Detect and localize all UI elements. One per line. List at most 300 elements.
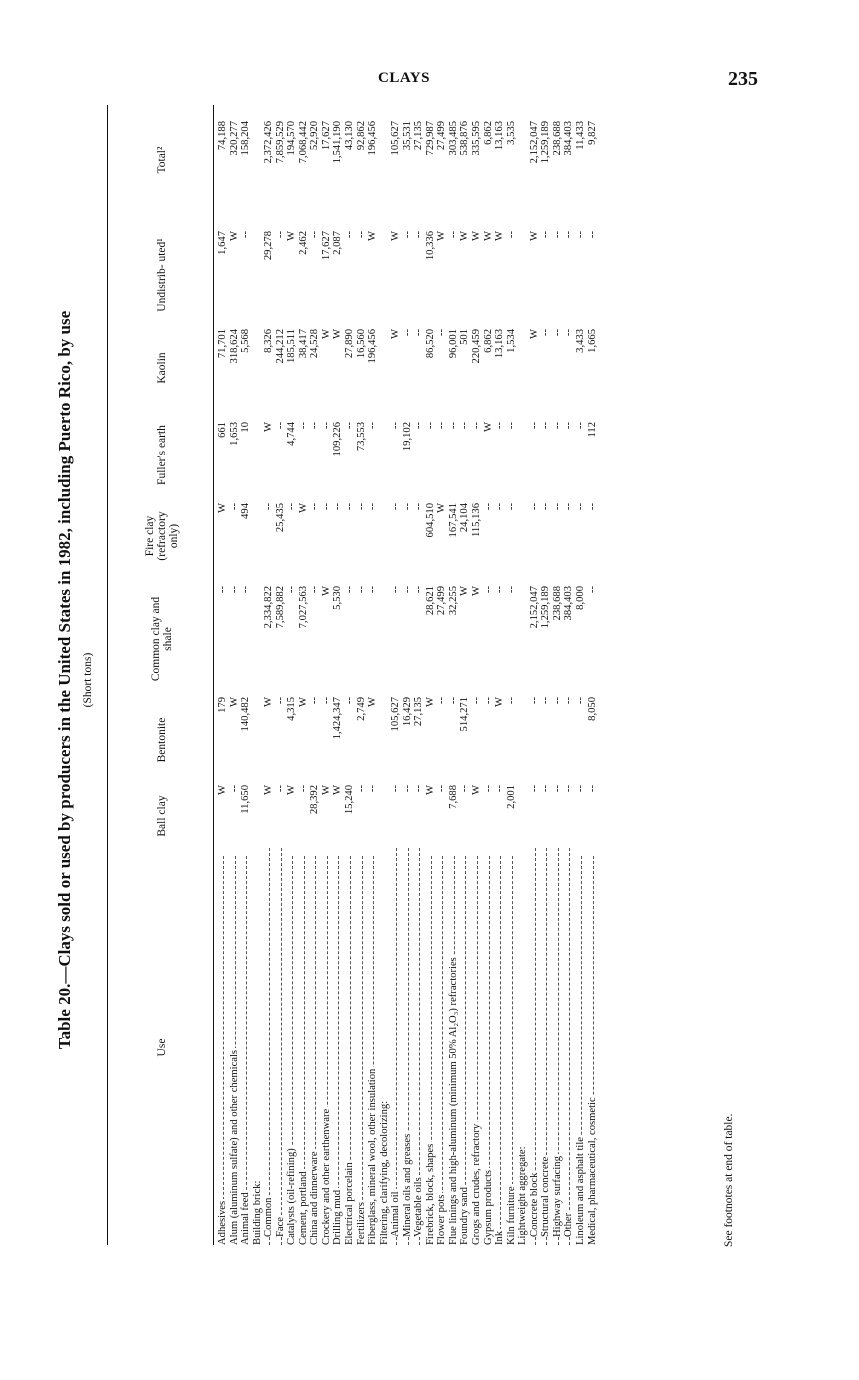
value-cell: --: [286, 503, 298, 511]
value-cell: 27,890: [344, 329, 356, 359]
value-cell: 167,541: [447, 503, 459, 538]
value-cell: 13,163: [494, 121, 506, 151]
value-cell: --: [332, 503, 344, 511]
value-cell: --: [586, 586, 598, 594]
use-cell: [517, 850, 529, 1245]
value-cell: --: [355, 231, 367, 239]
table-row: [356, 105, 368, 1245]
value-cell: 24,104: [459, 503, 471, 533]
value-cell: --: [401, 231, 413, 239]
leader-dots: [338, 856, 339, 1245]
value-cell: --: [274, 785, 286, 793]
use-label: Face: [274, 1217, 286, 1237]
table-row: [275, 105, 287, 1245]
value-cell: 52,920: [309, 121, 321, 151]
value-cell: --: [401, 329, 413, 337]
value-cell: --: [563, 422, 575, 430]
header-fullers-earth: Fuller's earth: [156, 425, 168, 485]
use-cell: [356, 850, 368, 1245]
value-cell: 24,528: [309, 329, 321, 359]
header-total: Total²: [156, 146, 168, 174]
value-cell: W: [424, 697, 436, 707]
value-cell: --: [563, 503, 575, 511]
value-cell: 19,102: [401, 422, 413, 452]
value-cell: W: [228, 231, 240, 241]
value-cell: 6,862: [482, 121, 494, 145]
use-label: Linoleum and asphalt tile: [574, 1137, 586, 1245]
value-cell: --: [528, 697, 540, 705]
use-label: Firebrick, block, shapes: [424, 1143, 436, 1245]
value-cell: 5,568: [240, 329, 252, 353]
value-cell: 514,271: [459, 697, 471, 732]
value-cell: 2,087: [332, 231, 344, 255]
value-cell: --: [355, 586, 367, 594]
value-cell: --: [459, 422, 471, 430]
value-cell: --: [309, 422, 321, 430]
table-row: [563, 105, 575, 1245]
table-row: [379, 105, 391, 1245]
table-row: [217, 105, 229, 1245]
use-cell: [413, 842, 425, 1245]
header-kaolin: Kaolin: [156, 352, 168, 384]
value-cell: --: [309, 503, 321, 511]
table-title: Table 20.—Clays sold or used by producers in the United States in 1982, including Puerto Rico, by use: [55, 310, 74, 1050]
value-cell: --: [436, 785, 448, 793]
table-row: [517, 105, 529, 1245]
table-row: [298, 105, 310, 1245]
value-cell: 729,987: [424, 121, 436, 156]
value-cell: 105,627: [390, 697, 402, 732]
table-row: [390, 105, 402, 1245]
value-cell: 16,560: [355, 329, 367, 359]
value-cell: 3,535: [505, 121, 517, 145]
value-cell: 320,277: [228, 121, 240, 156]
value-cell: 2,462: [297, 231, 309, 255]
value-cell: 4,744: [286, 422, 298, 446]
value-cell: --: [586, 785, 598, 793]
value-cell: 17,627: [320, 121, 332, 151]
use-cell: [425, 850, 437, 1245]
value-cell: 194,570: [286, 121, 298, 156]
value-cell: W: [494, 697, 506, 707]
value-cell: 27,135: [413, 697, 425, 727]
value-cell: 32,255: [447, 586, 459, 616]
table-row: [448, 105, 460, 1245]
value-cell: 11,650: [240, 785, 252, 814]
use-label: Common: [263, 1197, 275, 1237]
value-cell: 196,456: [367, 121, 379, 156]
value-cell: 238,688: [551, 121, 563, 156]
value-cell: W: [390, 329, 402, 339]
value-cell: W: [436, 503, 448, 513]
table-row: [436, 105, 448, 1245]
use-label: Lightweight aggregate:: [517, 1146, 529, 1245]
use-label: Highway surfacing: [551, 1156, 563, 1237]
leader-dots: [246, 856, 247, 1245]
value-cell: --: [401, 586, 413, 594]
value-cell: 73,553: [355, 422, 367, 452]
value-cell: 1,259,189: [540, 586, 552, 629]
use-cell: [575, 850, 587, 1245]
value-cell: 27,499: [436, 121, 448, 151]
use-cell: [540, 842, 552, 1245]
value-cell: 1,541,190: [332, 121, 344, 164]
use-label: Flower pots: [436, 1194, 448, 1245]
use-cell: [344, 850, 356, 1245]
use-label: China and dinnerware: [309, 1151, 321, 1245]
value-cell: --: [505, 586, 517, 594]
value-cell: --: [274, 697, 286, 705]
value-cell: 112: [586, 422, 598, 438]
value-cell: --: [344, 697, 356, 705]
footnote: See footnotes at end of table.: [723, 1113, 735, 1247]
value-cell: --: [344, 231, 356, 239]
value-cell: --: [528, 503, 540, 511]
value-cell: W: [390, 231, 402, 241]
value-cell: 29,278: [263, 231, 275, 261]
use-cell: [309, 850, 321, 1245]
use-label: Vegetable oils: [413, 1177, 425, 1237]
value-cell: --: [401, 503, 413, 511]
value-cell: --: [551, 422, 563, 430]
value-cell: 8,000: [574, 586, 586, 610]
value-cell: 8,050: [586, 697, 598, 721]
leader-dots: [569, 848, 570, 1245]
value-cell: --: [240, 231, 252, 239]
use-cell: [217, 850, 229, 1245]
value-cell: 196,456: [367, 329, 379, 364]
leader-dots: [396, 848, 397, 1245]
value-cell: 3,433: [574, 329, 586, 353]
value-cell: 1,424,347: [332, 697, 344, 740]
value-cell: --: [367, 785, 379, 793]
value-cell: 140,482: [240, 697, 252, 732]
value-cell: --: [540, 697, 552, 705]
value-cell: 15,240: [344, 785, 356, 815]
value-cell: --: [482, 697, 494, 705]
value-cell: W: [297, 697, 309, 707]
value-cell: --: [436, 422, 448, 430]
value-cell: --: [586, 503, 598, 511]
value-cell: --: [494, 586, 506, 594]
value-cell: W: [286, 785, 298, 795]
use-cell: [252, 850, 264, 1245]
value-cell: 92,862: [355, 121, 367, 151]
value-cell: 4,315: [286, 697, 298, 721]
leader-dots: [281, 848, 282, 1245]
value-cell: 71,701: [217, 329, 228, 359]
value-cell: --: [482, 586, 494, 594]
use-cell: [286, 850, 298, 1245]
value-cell: W: [528, 231, 540, 241]
value-cell: 74,188: [217, 121, 228, 151]
use-label: Crockery and other earthenware: [320, 1108, 332, 1245]
value-cell: --: [367, 422, 379, 430]
table-row: [494, 105, 506, 1245]
value-cell: --: [540, 785, 552, 793]
value-cell: 2,372,426: [263, 121, 275, 164]
table-row: [552, 105, 564, 1245]
value-cell: 86,520: [424, 329, 436, 359]
value-cell: 2,001: [505, 785, 517, 809]
value-cell: 1,259,189: [540, 121, 552, 164]
value-cell: 27,499: [436, 586, 448, 616]
use-label: Adhesives: [217, 1200, 228, 1245]
value-cell: --: [494, 785, 506, 793]
value-cell: --: [551, 503, 563, 511]
value-cell: --: [540, 231, 552, 239]
value-cell: --: [297, 422, 309, 430]
value-cell: --: [574, 422, 586, 430]
value-cell: 9,827: [586, 121, 598, 145]
value-cell: --: [344, 422, 356, 430]
value-cell: 158,204: [240, 121, 252, 156]
value-cell: 538,876: [459, 121, 471, 156]
value-cell: 96,001: [447, 329, 459, 359]
table-row: [321, 105, 333, 1245]
value-cell: --: [574, 697, 586, 705]
leader-dots: [442, 856, 443, 1245]
value-cell: --: [274, 231, 286, 239]
value-cell: --: [344, 586, 356, 594]
value-cell: 220,459: [471, 329, 483, 364]
value-cell: --: [540, 422, 552, 430]
value-cell: --: [217, 586, 228, 594]
leader-dots: [500, 856, 501, 1245]
value-cell: --: [263, 503, 275, 511]
use-label: Mineral oils and greases: [401, 1133, 413, 1237]
use-cell: [240, 850, 252, 1245]
table-row: [540, 105, 552, 1245]
use-label: Ink: [494, 1230, 506, 1245]
value-cell: --: [447, 697, 459, 705]
table-row: [286, 105, 298, 1245]
value-cell: --: [297, 785, 309, 793]
value-cell: 335,595: [471, 121, 483, 156]
header-bentonite: Bentonite: [156, 717, 168, 763]
value-cell: W: [263, 422, 275, 432]
value-cell: --: [320, 503, 332, 511]
table-row: [240, 105, 252, 1245]
value-cell: 43,130: [344, 121, 356, 151]
value-cell: 244,212: [274, 329, 286, 364]
value-cell: 1,653: [228, 422, 240, 446]
value-cell: 7,688: [447, 785, 459, 809]
value-cell: --: [528, 422, 540, 430]
value-cell: --: [413, 329, 425, 337]
value-cell: --: [551, 329, 563, 337]
value-cell: 1,665: [586, 329, 598, 353]
value-cell: --: [355, 503, 367, 511]
value-cell: W: [332, 785, 344, 795]
value-cell: --: [413, 785, 425, 793]
use-cell: [494, 850, 506, 1245]
value-cell: --: [563, 785, 575, 793]
value-cell: W: [263, 785, 275, 795]
table-row: [459, 105, 471, 1245]
value-cell: 303,485: [447, 121, 459, 156]
value-cell: W: [459, 586, 471, 596]
value-cell: W: [494, 231, 506, 241]
header-common-clay: Common clay and shale: [150, 596, 174, 682]
use-label: Gypsum products: [482, 1169, 494, 1245]
value-cell: --: [355, 785, 367, 793]
table-row: [344, 105, 356, 1245]
value-cell: --: [390, 785, 402, 793]
value-cell: 185,511: [286, 329, 298, 364]
use-cell: [379, 850, 391, 1245]
leader-dots: [269, 848, 270, 1245]
use-label: Building brick:: [251, 1180, 263, 1245]
use-cell: [563, 842, 575, 1245]
value-cell: 35,531: [401, 121, 413, 151]
use-label: Fiberglass, mineral wool, other insulation: [367, 1068, 379, 1245]
value-cell: --: [436, 329, 448, 337]
header-undistributed: Undistrib- uted¹: [156, 238, 168, 312]
page-number: 235: [728, 68, 758, 90]
value-cell: 7,589,882: [274, 586, 286, 629]
value-cell: W: [471, 586, 483, 596]
value-cell: --: [274, 422, 286, 430]
value-cell: --: [413, 422, 425, 430]
use-cell: [448, 850, 460, 1245]
value-cell: W: [471, 785, 483, 795]
use-label: Other: [563, 1212, 575, 1237]
use-cell: [471, 850, 483, 1245]
value-cell: W: [263, 697, 275, 707]
value-cell: 11,433: [574, 121, 586, 150]
value-cell: --: [424, 422, 436, 430]
use-label: Catalysts (oil-refining): [286, 1148, 298, 1245]
table-row: [413, 105, 425, 1245]
use-cell: [332, 850, 344, 1245]
value-cell: W: [424, 785, 436, 795]
value-cell: W: [482, 422, 494, 432]
value-cell: --: [413, 503, 425, 511]
use-label: Structural concrete: [540, 1156, 552, 1237]
table-row: [529, 105, 541, 1245]
value-cell: --: [401, 785, 413, 793]
value-cell: 5,530: [332, 586, 344, 610]
value-cell: 384,403: [563, 586, 575, 621]
value-cell: W: [436, 231, 448, 241]
value-cell: --: [551, 231, 563, 239]
header-rule: [213, 105, 214, 1245]
use-label: Flue linings and high-aluminum (minimum 50% Al₂O₃) refractories: [447, 957, 459, 1245]
rotated-table: [55, 105, 785, 1255]
value-cell: W: [217, 785, 228, 795]
value-cell: W: [367, 231, 379, 241]
header-ball-clay: Ball clay: [156, 795, 168, 837]
value-cell: 494: [240, 503, 252, 519]
use-cell: [263, 842, 275, 1245]
value-cell: 238,688: [551, 586, 563, 621]
use-label: Electrical porcelain: [344, 1162, 356, 1245]
value-cell: 2,334,822: [263, 586, 275, 629]
value-cell: 1,647: [217, 231, 228, 255]
value-cell: --: [563, 329, 575, 337]
use-label: Grogs and crudes, refractory: [471, 1123, 483, 1245]
value-cell: 28,392: [309, 785, 321, 815]
value-cell: W: [471, 231, 483, 241]
value-cell: --: [505, 697, 517, 705]
table-row: [332, 105, 344, 1245]
table-row: [471, 105, 483, 1245]
value-cell: --: [309, 231, 321, 239]
value-cell: --: [390, 422, 402, 430]
table-subtitle: (Short tons): [82, 652, 94, 708]
value-cell: 2,152,047: [528, 121, 540, 164]
value-cell: 10: [240, 422, 252, 433]
use-label: Foundry sand: [459, 1187, 471, 1245]
value-cell: --: [228, 586, 240, 594]
value-cell: --: [574, 785, 586, 793]
use-label: Medical, pharmaceutical, cosmetic: [586, 1097, 598, 1245]
value-cell: --: [228, 785, 240, 793]
value-cell: 16,429: [401, 697, 413, 727]
value-cell: W: [286, 231, 298, 241]
value-cell: W: [367, 697, 379, 707]
table-row: [309, 105, 321, 1245]
table-row: [587, 105, 599, 1245]
value-cell: --: [320, 697, 332, 705]
use-cell: [321, 850, 333, 1245]
use-cell: [298, 850, 310, 1245]
value-cell: W: [332, 329, 344, 339]
value-cell: 17,627: [320, 231, 332, 261]
value-cell: --: [574, 503, 586, 511]
use-label: Animal feed: [240, 1192, 252, 1245]
value-cell: --: [471, 422, 483, 430]
value-cell: W: [320, 785, 332, 795]
use-label: Alum (aluminum sulfate) and other chemicals: [228, 1049, 240, 1245]
value-cell: W: [459, 231, 471, 241]
value-cell: --: [505, 503, 517, 511]
value-cell: --: [540, 503, 552, 511]
use-label: Animal oil: [390, 1191, 402, 1237]
value-cell: 109,226: [332, 422, 344, 457]
value-cell: --: [413, 586, 425, 594]
value-cell: --: [574, 231, 586, 239]
use-label: Cement, portland: [297, 1171, 309, 1245]
value-cell: --: [436, 697, 448, 705]
table-row: [402, 105, 414, 1245]
use-cell: [367, 850, 379, 1245]
table-row: [483, 105, 495, 1245]
value-cell: --: [482, 503, 494, 511]
value-cell: W: [228, 697, 240, 707]
use-cell: [402, 842, 414, 1245]
value-cell: 604,510: [424, 503, 436, 538]
value-cell: 8,326: [263, 329, 275, 353]
use-cell: [459, 850, 471, 1245]
use-cell: [506, 850, 518, 1245]
use-cell: [436, 850, 448, 1245]
value-cell: --: [367, 503, 379, 511]
value-cell: --: [586, 231, 598, 239]
use-cell: [529, 842, 541, 1245]
use-cell: [587, 850, 599, 1245]
use-cell: [552, 842, 564, 1245]
table-row: [506, 105, 518, 1245]
value-cell: 38,417: [297, 329, 309, 359]
value-cell: --: [309, 586, 321, 594]
table-row: [425, 105, 437, 1245]
value-cell: 7,859,529: [274, 121, 286, 164]
value-cell: W: [320, 329, 332, 339]
top-rule: [107, 105, 108, 1245]
value-cell: --: [471, 697, 483, 705]
